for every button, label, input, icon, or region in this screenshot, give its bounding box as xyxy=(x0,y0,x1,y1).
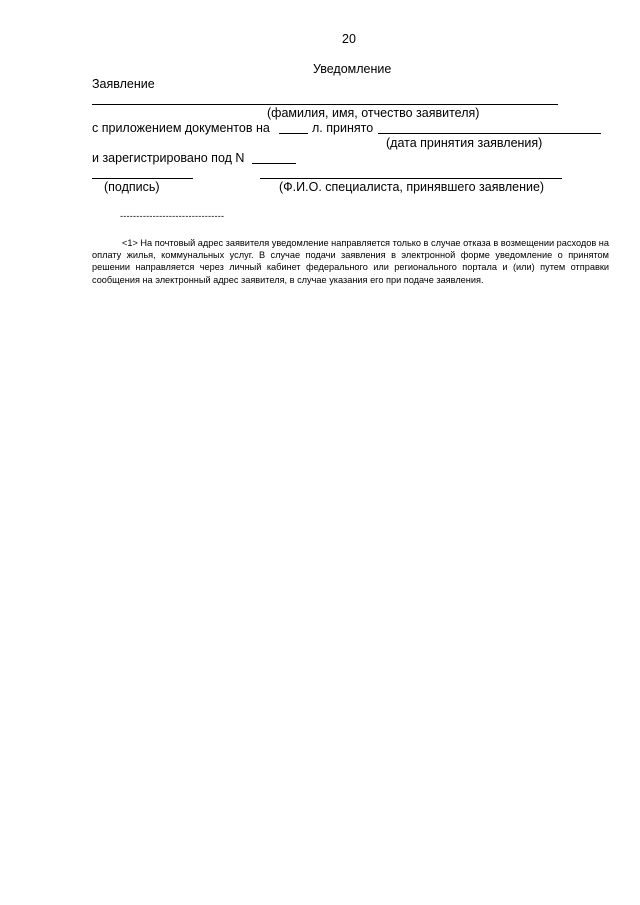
footnote-text: <1> На почтовый адрес заявителя уведомление направляется только в случае отказа в возмещении расходов на оплату жилья, коммунальных услуг. В случае подачи заявления в электронной форме уведомление о принятом решении направляется через личный кабинет федерального или регионального портала и (или) путем отправки сообщения на электронный адрес заявителя, в случае указания его при подаче заявления. xyxy=(92,238,609,285)
signature-hint: (подпись) xyxy=(104,180,160,194)
applicant-name-line xyxy=(92,104,558,105)
signature-line xyxy=(92,178,193,179)
acceptance-date-line xyxy=(378,133,601,134)
acceptance-date-hint: (дата принятия заявления) xyxy=(386,136,543,150)
pages-count-line xyxy=(279,133,308,134)
page-number: 20 xyxy=(342,32,356,46)
applicant-name-hint: (фамилия, имя, отчество заявителя) xyxy=(267,106,480,120)
specialist-name-hint: (Ф.И.О. специалиста, принявшего заявление) xyxy=(279,180,545,194)
specialist-name-line xyxy=(260,178,562,179)
footnote-separator: -------------------------------- xyxy=(120,211,225,221)
documents-suffix-text: л. принято xyxy=(312,121,374,135)
document-title: Уведомление xyxy=(313,62,392,76)
registration-number-line xyxy=(252,163,296,164)
registered-prefix-text: и зарегистрировано под N xyxy=(92,151,245,165)
application-label: Заявление xyxy=(92,77,155,91)
documents-prefix-text: с приложением документов на xyxy=(92,121,270,135)
